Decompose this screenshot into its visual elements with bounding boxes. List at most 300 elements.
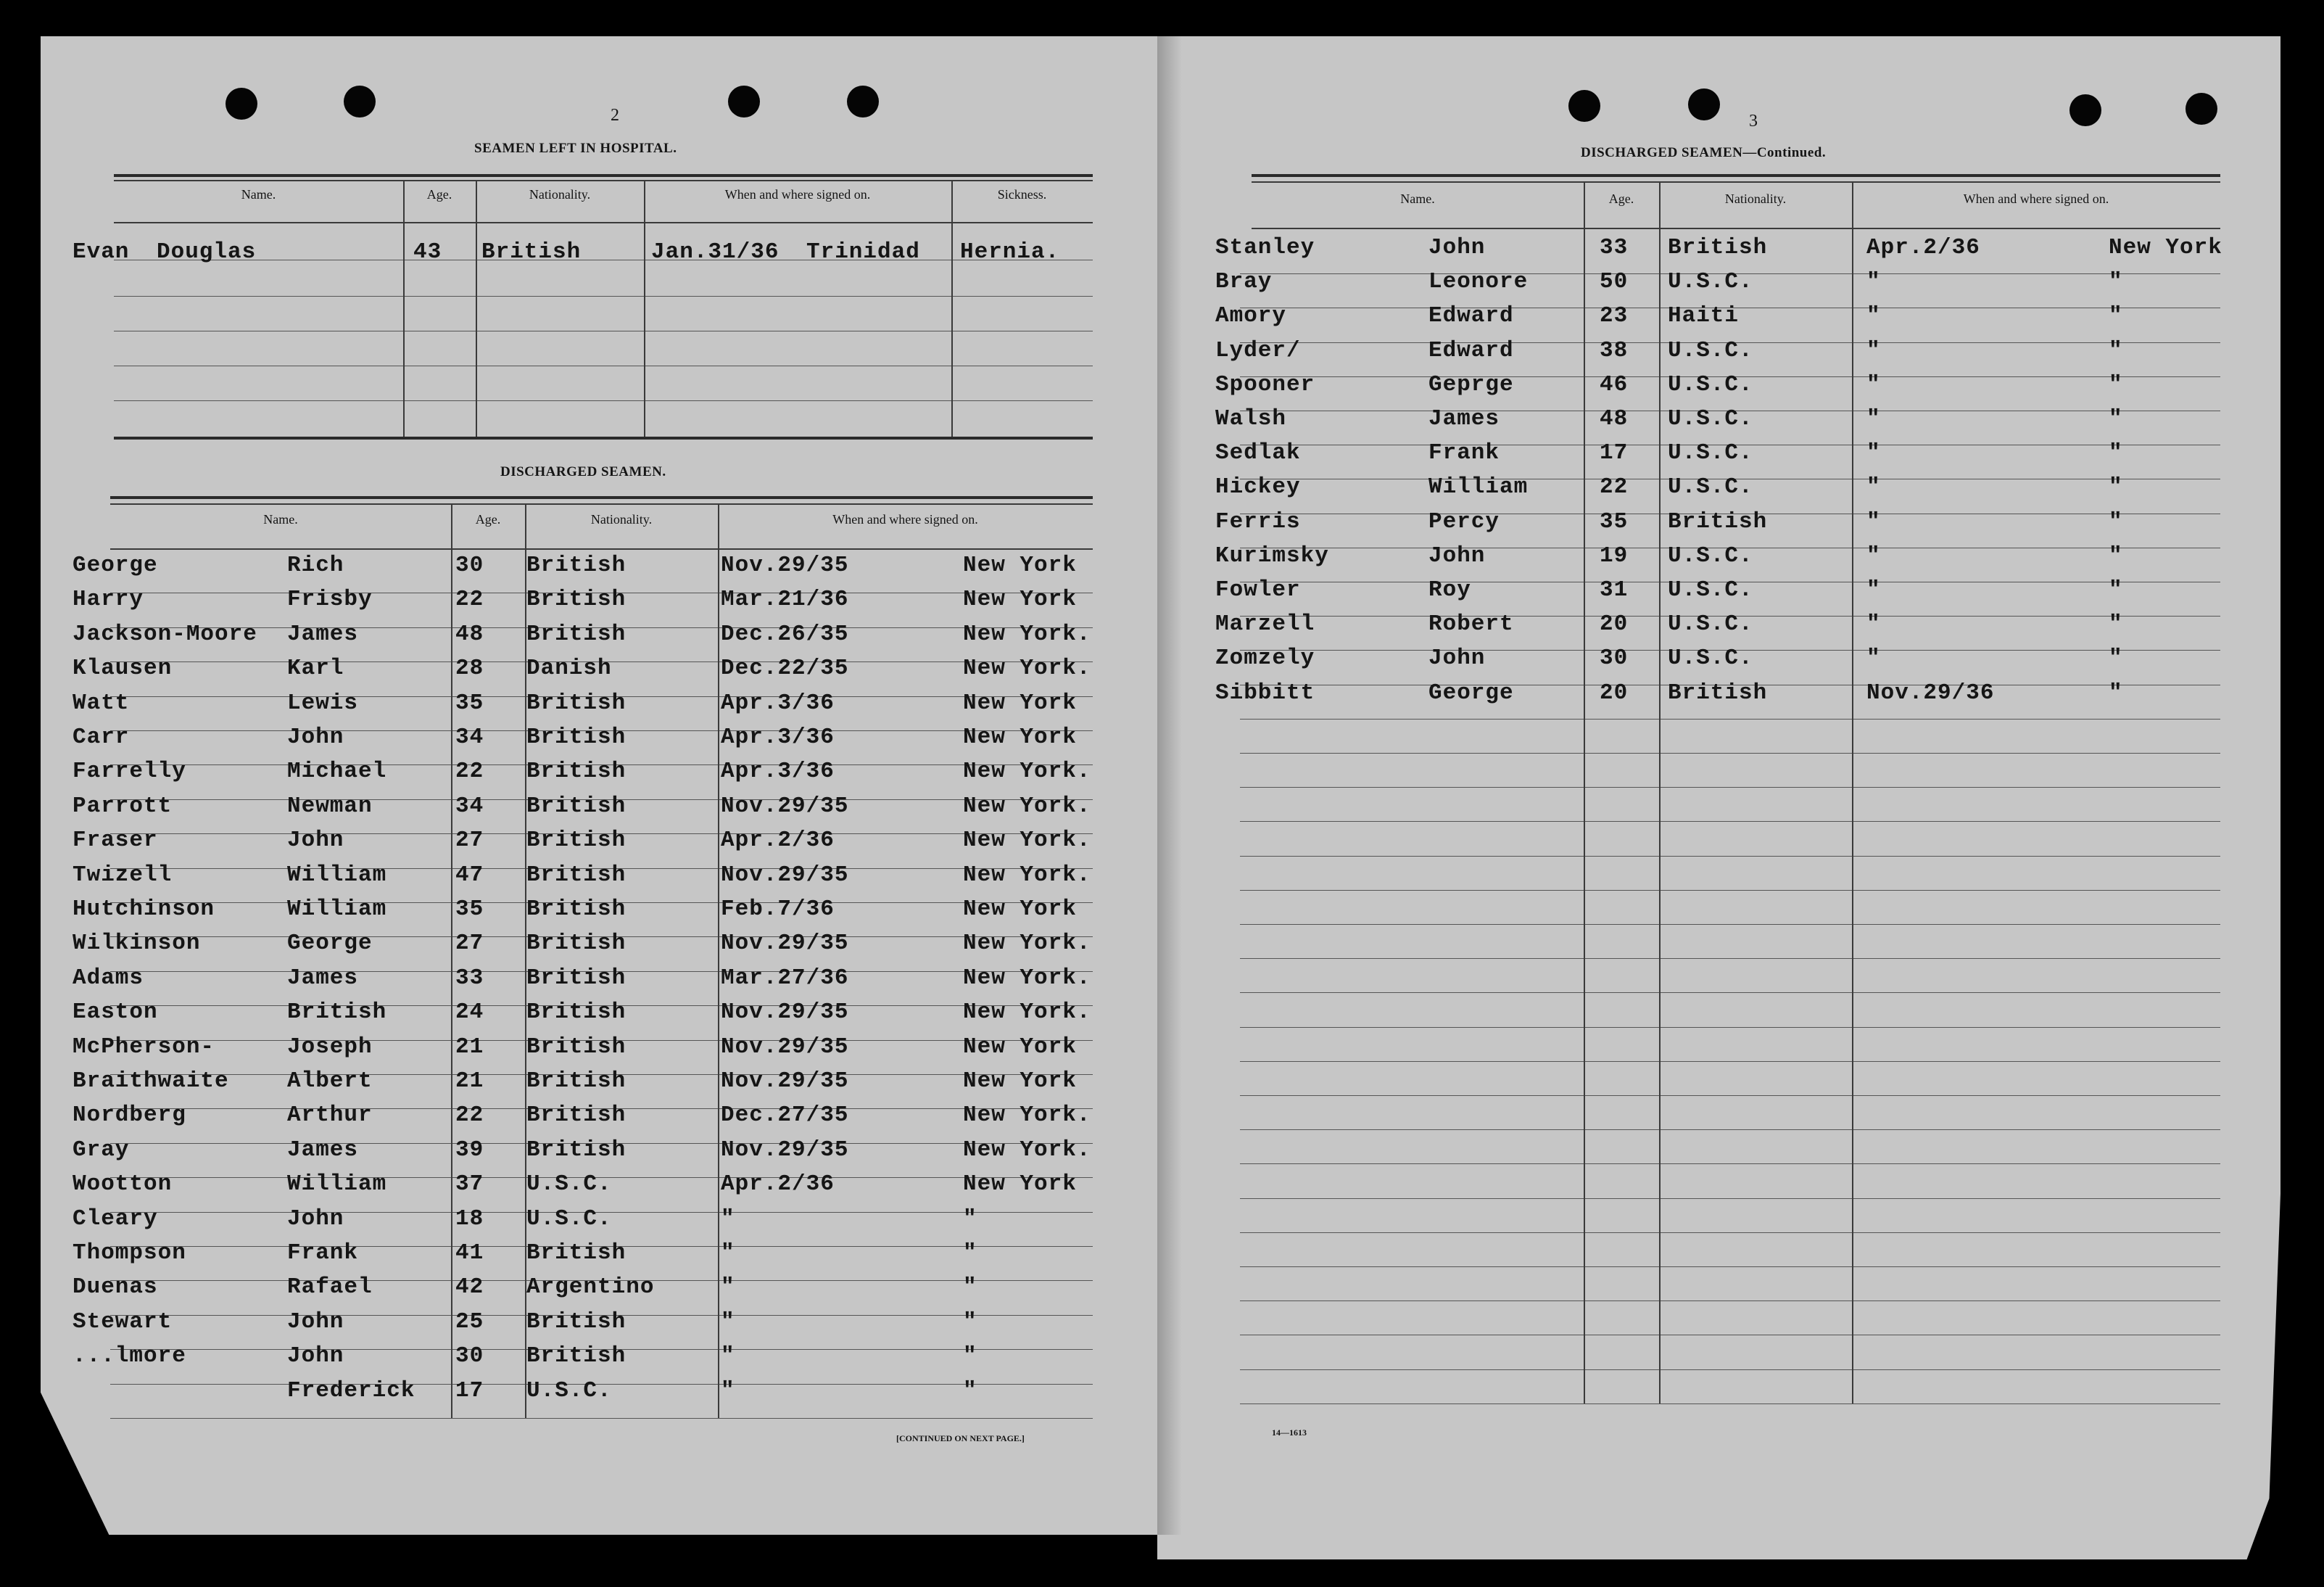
seaman-given-name: James (287, 1137, 359, 1163)
table-rule (114, 222, 1093, 223)
signed-on-date: " (1866, 371, 1881, 397)
row-rule (1240, 1232, 2220, 1233)
column-header: When and where signed on. (832, 512, 978, 527)
seaman-surname: Walsh (1215, 406, 1287, 432)
seaman-surname: Sibbitt (1215, 680, 1315, 706)
punch-hole (847, 86, 879, 118)
column-header: Age. (426, 187, 452, 202)
seaman-given-name: Frank (287, 1240, 359, 1266)
seaman-age: 31 (1600, 577, 1629, 603)
signed-on-date: " (1866, 406, 1881, 432)
seaman-nationality: British (526, 1034, 627, 1060)
signed-on-place: New York (963, 1068, 1077, 1094)
seaman-given-name: John (1428, 646, 1486, 672)
table-rule (110, 503, 1093, 505)
seaman-surname: Duenas (73, 1274, 158, 1300)
column-header: When and where signed on. (1963, 191, 2109, 206)
signed-on-place: New York. (963, 656, 1091, 682)
column-rule (951, 180, 953, 437)
signed-on-place: New York. (963, 931, 1091, 957)
signed-on-date: " (721, 1377, 735, 1403)
seaman-nationality: British (1668, 235, 1768, 260)
signed-on-date: Apr.2/36 (721, 828, 835, 854)
signed-on-date: Nov.29/35 (721, 999, 849, 1026)
seaman-surname: Farrelly (73, 759, 186, 785)
seaman-given-name: Edward (1428, 337, 1514, 363)
seaman-nationality: U.S.C. (526, 1205, 612, 1232)
seaman-given-name: John (287, 1343, 344, 1369)
seaman-surname: Lyder/ (1215, 337, 1301, 363)
seaman-age: 22 (455, 759, 484, 785)
seaman-age: 39 (455, 1137, 484, 1163)
seaman-surname: Parrott (73, 793, 173, 819)
seaman-surname: Fowler (1215, 577, 1301, 603)
seaman-nationality: U.S.C. (1668, 371, 1753, 397)
seaman-nationality: U.S.C. (1668, 337, 1753, 363)
signed-on-date: " (721, 1274, 735, 1300)
seaman-given-name: Joseph (287, 1034, 373, 1060)
signed-on-date: Dec.26/35 (721, 621, 849, 647)
seaman-surname: Amory (1215, 303, 1287, 329)
seaman-nationality: U.S.C. (1668, 474, 1753, 500)
column-rule (644, 180, 645, 437)
seaman-nationality: U.S.C. (1668, 646, 1753, 672)
column-rule (1659, 181, 1661, 1403)
punch-hole (344, 86, 376, 118)
seaman-given-name: Frederick (287, 1377, 415, 1403)
seaman-given-name: Arthur (287, 1102, 373, 1129)
signed-on-place: " (963, 1274, 977, 1300)
seaman-given-name: Percy (1428, 508, 1500, 535)
seaman-surname: Carr (73, 725, 130, 750)
signed-on-date: " (1866, 577, 1881, 603)
continued-section-title: DISCHARGED SEAMEN—Continued. (1581, 145, 1827, 160)
table-rule (114, 400, 1093, 401)
signed-on-place: " (2109, 371, 2123, 397)
seaman-given-name: British (287, 999, 387, 1026)
seaman-nationality: British (526, 759, 627, 785)
row-rule (1240, 1129, 2220, 1130)
signed-on-place: New York. (963, 621, 1091, 647)
seaman-age: 34 (455, 793, 484, 819)
row-rule (1240, 1027, 2220, 1028)
seaman-nationality: British (526, 965, 627, 991)
column-header: Nationality. (590, 512, 653, 527)
signed-on-place: New York. (963, 828, 1091, 854)
seaman-age: 41 (455, 1240, 484, 1266)
seaman-nationality: British (526, 1240, 627, 1266)
discharged-section-title: DISCHARGED SEAMEN. (500, 464, 666, 479)
signed-on-date: " (1866, 337, 1881, 363)
row-rule (1240, 1300, 2220, 1301)
seaman-surname: Watt (73, 690, 130, 716)
hospital-nationality: British (481, 239, 582, 265)
seaman-surname: Ferris (1215, 508, 1301, 535)
seaman-age: 20 (1600, 611, 1629, 638)
signed-on-place: New York. (963, 1137, 1091, 1163)
seaman-age: 30 (1600, 646, 1629, 672)
row-rule (1240, 1403, 2220, 1404)
seaman-nationality: British (526, 862, 627, 888)
continued-note: [CONTINUED ON NEXT PAGE.] (896, 1433, 1025, 1443)
hospital-given-name: Douglas (157, 239, 257, 265)
punch-hole (1688, 88, 1720, 120)
seaman-given-name: John (287, 725, 344, 750)
seaman-surname: Spooner (1215, 371, 1315, 397)
signed-on-date: " (721, 1240, 735, 1266)
seaman-age: 22 (455, 1102, 484, 1129)
signed-on-date: " (721, 1343, 735, 1369)
seaman-given-name: William (287, 1171, 387, 1198)
punch-hole (1568, 90, 1600, 122)
seaman-nationality: Danish (526, 656, 612, 682)
seaman-given-name: John (287, 1308, 344, 1335)
row-rule (1240, 1369, 2220, 1370)
signed-on-date: Nov.29/36 (1866, 680, 1995, 706)
hospital-age: 43 (413, 239, 442, 265)
seaman-nationality: British (1668, 508, 1768, 535)
seaman-surname: Harry (73, 587, 144, 613)
seaman-nationality: British (526, 553, 627, 578)
hospital-place: Trinidad (806, 239, 920, 265)
signed-on-date: " (1866, 611, 1881, 638)
seaman-age: 34 (455, 725, 484, 750)
seaman-given-name: Frank (1428, 440, 1500, 466)
signed-on-place: New York (963, 690, 1077, 716)
row-rule (110, 1418, 1093, 1419)
signed-on-date: " (1866, 646, 1881, 672)
seaman-age: 38 (1600, 337, 1629, 363)
signed-on-date: Nov.29/35 (721, 553, 849, 578)
row-rule (1240, 821, 2220, 822)
seaman-surname: Cleary (73, 1205, 158, 1232)
row-rule (1240, 1266, 2220, 1267)
column-rule (1584, 181, 1585, 1403)
seaman-surname: McPherson- (73, 1034, 215, 1060)
seaman-age: 35 (455, 896, 484, 922)
seaman-surname: Kurimsky (1215, 543, 1329, 569)
hospital-section-title: SEAMEN LEFT IN HOSPITAL. (474, 141, 677, 156)
seaman-surname: Klausen (73, 656, 173, 682)
column-header: Age. (1608, 191, 1634, 206)
signed-on-date: " (1866, 543, 1881, 569)
seaman-surname: Hickey (1215, 474, 1301, 500)
signed-on-place: New York (963, 725, 1077, 750)
signed-on-place: " (963, 1343, 977, 1369)
seaman-nationality: British (526, 621, 627, 647)
seaman-nationality: British (526, 725, 627, 750)
signed-on-date: Mar.21/36 (721, 587, 849, 613)
signed-on-place: " (2109, 543, 2123, 569)
seaman-nationality: British (526, 1137, 627, 1163)
seaman-given-name: John (287, 1205, 344, 1232)
seaman-nationality: U.S.C. (1668, 543, 1753, 569)
signed-on-date: Dec.27/35 (721, 1102, 849, 1129)
row-rule (1240, 992, 2220, 993)
signed-on-place: New York. (963, 759, 1091, 785)
seaman-age: 33 (1600, 235, 1629, 260)
seaman-nationality: British (526, 690, 627, 716)
seaman-age: 35 (1600, 508, 1629, 535)
signed-on-place: " (2109, 406, 2123, 432)
signed-on-date: Apr.3/36 (721, 725, 835, 750)
seaman-surname: ...lmore (73, 1343, 186, 1369)
seaman-given-name: Edward (1428, 303, 1514, 329)
seaman-age: 22 (1600, 474, 1629, 500)
seaman-nationality: British (526, 896, 627, 922)
seaman-surname: Wootton (73, 1171, 173, 1198)
signed-on-date: Dec.22/35 (721, 656, 849, 682)
column-rule (718, 503, 719, 1418)
seaman-given-name: Albert (287, 1068, 373, 1094)
seaman-given-name: Geprge (1428, 371, 1514, 397)
signed-on-place: " (2109, 474, 2123, 500)
seaman-age: 27 (455, 828, 484, 854)
signed-on-date: Mar.27/36 (721, 965, 849, 991)
signed-on-place: New York (963, 1034, 1077, 1060)
column-rule (1852, 181, 1853, 1403)
signed-on-date: " (1866, 269, 1881, 295)
signed-on-place: New York. (963, 999, 1091, 1026)
row-rule (1240, 1095, 2220, 1096)
seaman-age: 22 (455, 587, 484, 613)
seaman-given-name: William (287, 896, 387, 922)
seaman-age: 17 (455, 1377, 484, 1403)
seaman-nationality: British (526, 1102, 627, 1129)
seaman-age: 35 (455, 690, 484, 716)
hospital-sickness: Hernia. (960, 239, 1060, 265)
seaman-given-name: William (1428, 474, 1529, 500)
seaman-age: 20 (1600, 680, 1629, 706)
signed-on-place: " (963, 1240, 977, 1266)
seaman-given-name: Rich (287, 553, 344, 578)
signed-on-place: " (2109, 508, 2123, 535)
table-rule (114, 437, 1093, 440)
seaman-nationality: U.S.C. (1668, 269, 1753, 295)
column-header: Name. (1400, 191, 1435, 206)
seaman-nationality: British (526, 587, 627, 613)
table-rule (1252, 174, 2220, 177)
signed-on-date: " (1866, 474, 1881, 500)
signed-on-place: New York (963, 553, 1077, 578)
signed-on-place: " (2109, 303, 2123, 329)
punch-hole (728, 86, 760, 118)
seaman-age: 18 (455, 1205, 484, 1232)
punch-hole (2069, 94, 2101, 126)
seaman-age: 47 (455, 862, 484, 888)
seaman-surname: Sedlak (1215, 440, 1301, 466)
seaman-given-name: James (287, 965, 359, 991)
seaman-nationality: British (1668, 680, 1768, 706)
seaman-nationality: British (526, 1308, 627, 1335)
seaman-age: 23 (1600, 303, 1629, 329)
seaman-surname: Twizell (73, 862, 173, 888)
seaman-age: 48 (1600, 406, 1629, 432)
column-header: Nationality. (1724, 191, 1787, 206)
table-rule (1252, 181, 2220, 183)
row-rule (1240, 1061, 2220, 1062)
seaman-given-name: Robert (1428, 611, 1514, 638)
column-header: Name. (263, 512, 298, 527)
signed-on-date: Apr.2/36 (1866, 235, 1980, 260)
table-rule (1252, 228, 2220, 229)
row-rule (1240, 1163, 2220, 1164)
seaman-surname: George (73, 553, 158, 578)
signed-on-place: New York. (963, 793, 1091, 819)
signed-on-place: " (2109, 337, 2123, 363)
seaman-surname: Bray (1215, 269, 1273, 295)
seaman-surname: Marzell (1215, 611, 1315, 638)
seaman-nationality: U.S.C. (1668, 440, 1753, 466)
seaman-age: 48 (455, 621, 484, 647)
seaman-surname: Fraser (73, 828, 158, 854)
seaman-given-name: James (1428, 406, 1500, 432)
signed-on-date: Apr.3/36 (721, 690, 835, 716)
column-header: When and where signed on. (724, 187, 871, 202)
seaman-age: 30 (455, 1343, 484, 1369)
seaman-nationality: British (526, 793, 627, 819)
seaman-age: 28 (455, 656, 484, 682)
seaman-age: 24 (455, 999, 484, 1026)
hospital-date: Jan.31/36 (651, 239, 780, 265)
signed-on-place: New York (963, 587, 1077, 613)
seaman-given-name: George (1428, 680, 1514, 706)
seaman-nationality: U.S.C. (526, 1377, 612, 1403)
row-rule (1240, 787, 2220, 788)
seaman-given-name: Karl (287, 656, 344, 682)
seaman-nationality: U.S.C. (1668, 406, 1753, 432)
signed-on-date: " (721, 1308, 735, 1335)
column-header: Age. (475, 512, 501, 527)
seaman-age: 21 (455, 1034, 484, 1060)
column-rule (476, 180, 477, 437)
signed-on-date: " (721, 1205, 735, 1232)
signed-on-date: Apr.2/36 (721, 1171, 835, 1198)
seaman-age: 25 (455, 1308, 484, 1335)
seaman-age: 27 (455, 931, 484, 957)
seaman-given-name: Roy (1428, 577, 1471, 603)
seaman-nationality: U.S.C. (526, 1171, 612, 1198)
seaman-age: 17 (1600, 440, 1629, 466)
row-rule (1240, 856, 2220, 857)
seaman-age: 37 (455, 1171, 484, 1198)
signed-on-place: " (2109, 680, 2123, 706)
row-rule (1240, 958, 2220, 959)
seaman-surname: Hutchinson (73, 896, 215, 922)
column-header: Sickness. (997, 187, 1047, 202)
signed-on-place: " (2109, 577, 2123, 603)
table-rule (110, 496, 1093, 499)
seaman-surname: Stewart (73, 1308, 173, 1335)
seaman-surname: Braithwaite (73, 1068, 229, 1094)
seaman-nationality: U.S.C. (1668, 611, 1753, 638)
punch-hole (2186, 93, 2217, 125)
table-rule (114, 180, 1093, 181)
signed-on-date: Nov.29/35 (721, 1034, 849, 1060)
signed-on-place: " (2109, 646, 2123, 672)
signed-on-date: Nov.29/35 (721, 1137, 849, 1163)
seaman-nationality: Argentino (526, 1274, 655, 1300)
seaman-given-name: Leonore (1428, 269, 1529, 295)
signed-on-date: " (1866, 508, 1881, 535)
signed-on-place: " (2109, 269, 2123, 295)
seaman-given-name: William (287, 862, 387, 888)
seaman-given-name: Rafael (287, 1274, 373, 1300)
seaman-surname: Nordberg (73, 1102, 186, 1129)
table-rule (114, 174, 1093, 177)
signed-on-date: Feb.7/36 (721, 896, 835, 922)
signed-on-place: " (963, 1205, 977, 1232)
seaman-surname: Wilkinson (73, 931, 201, 957)
form-number: 14—1613 (1272, 1427, 1307, 1438)
row-rule (1240, 890, 2220, 891)
right-page (1157, 36, 2280, 1559)
signed-on-place: " (963, 1308, 977, 1335)
seaman-nationality: British (526, 999, 627, 1026)
seaman-nationality: Haiti (1668, 303, 1740, 329)
seaman-given-name: George (287, 931, 373, 957)
seaman-nationality: British (526, 828, 627, 854)
hospital-surname: Evan (73, 239, 130, 265)
signed-on-place: New York (963, 896, 1077, 922)
seaman-age: 42 (455, 1274, 484, 1300)
page-gutter (1157, 36, 1182, 1535)
column-header: Name. (241, 187, 276, 202)
signed-on-place: New York (963, 1171, 1077, 1198)
signed-on-date: Nov.29/35 (721, 793, 849, 819)
seaman-surname: Jackson-Moore (73, 621, 257, 647)
seaman-nationality: British (526, 1068, 627, 1094)
page-number: 3 (1749, 112, 1758, 131)
signed-on-date: Nov.29/35 (721, 931, 849, 957)
seaman-given-name: Michael (287, 759, 387, 785)
row-rule (1240, 719, 2220, 720)
table-rule (114, 296, 1093, 297)
seaman-surname: Stanley (1215, 235, 1315, 260)
seaman-given-name: Frisby (287, 587, 373, 613)
seaman-given-name: John (1428, 543, 1486, 569)
punch-hole (226, 88, 257, 120)
seaman-surname: Adams (73, 965, 144, 991)
seaman-given-name: Lewis (287, 690, 359, 716)
seaman-age: 19 (1600, 543, 1629, 569)
seaman-given-name: Newman (287, 793, 373, 819)
page-number: 2 (611, 106, 619, 125)
row-rule (1240, 753, 2220, 754)
column-rule (451, 503, 452, 1418)
signed-on-date: Nov.29/35 (721, 1068, 849, 1094)
row-rule (1240, 924, 2220, 925)
signed-on-place: " (2109, 440, 2123, 466)
seaman-age: 30 (455, 553, 484, 578)
column-header: Nationality. (529, 187, 591, 202)
signed-on-date: " (1866, 303, 1881, 329)
signed-on-place: New York. (963, 862, 1091, 888)
table-rule (110, 548, 1093, 550)
seaman-given-name: John (1428, 235, 1486, 260)
column-rule (403, 180, 405, 437)
seaman-surname: Zomzely (1215, 646, 1315, 672)
signed-on-place: New York. (963, 965, 1091, 991)
seaman-nationality: U.S.C. (1668, 577, 1753, 603)
seaman-nationality: British (526, 931, 627, 957)
signed-on-date: " (1866, 440, 1881, 466)
seaman-given-name: James (287, 621, 359, 647)
signed-on-place: " (2109, 611, 2123, 638)
seaman-given-name: John (287, 828, 344, 854)
signed-on-place: " (963, 1377, 977, 1403)
row-rule (1240, 1198, 2220, 1199)
